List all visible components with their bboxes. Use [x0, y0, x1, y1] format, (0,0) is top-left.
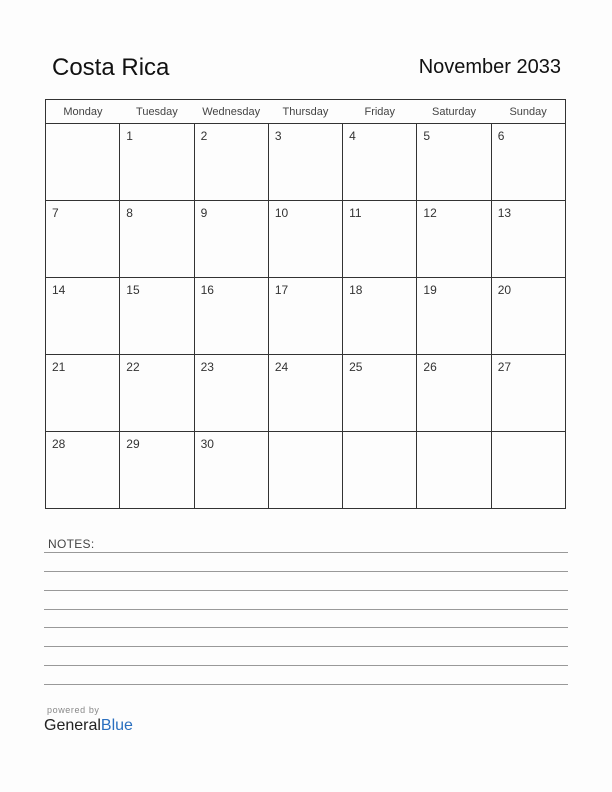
- day-number: 23: [200, 360, 214, 374]
- day-number: [343, 432, 416, 437]
- day-number: 29: [126, 437, 140, 451]
- day-cell: [46, 278, 120, 355]
- day-number: 25: [349, 360, 363, 374]
- day-number: 24: [274, 360, 289, 374]
- day-number: 2: [200, 129, 208, 143]
- country-title: Costa Rica: [52, 54, 170, 81]
- day-cell: [417, 355, 491, 432]
- day-number: 14: [52, 283, 66, 297]
- calendar-grid: [45, 99, 566, 509]
- week-row: [46, 355, 566, 432]
- day-cell: [268, 124, 342, 201]
- day-cell: [491, 432, 565, 509]
- logo-blue-text: Blue: [100, 717, 133, 734]
- note-line: [44, 646, 568, 647]
- day-number: 1: [126, 129, 133, 143]
- day-number: 7: [52, 206, 59, 220]
- day-cell: [343, 355, 417, 432]
- note-line: [44, 665, 568, 666]
- generalblue-logo: [44, 717, 133, 735]
- day-cell: [417, 124, 491, 201]
- weekday-friday: Friday: [343, 100, 417, 124]
- day-cell: [194, 278, 268, 355]
- day-number: 28: [52, 437, 66, 451]
- day-number: 4: [349, 129, 356, 143]
- day-number: 8: [126, 206, 133, 220]
- weekday-wednesday: Wednesday: [194, 100, 268, 124]
- day-number: 6: [497, 129, 505, 143]
- day-number: 10: [274, 206, 289, 220]
- day-cell: [491, 278, 565, 355]
- logo-general-text: General: [44, 717, 101, 734]
- day-cell: [194, 355, 268, 432]
- week-row: [46, 124, 566, 201]
- day-number: [417, 432, 490, 437]
- day-cell: [343, 278, 417, 355]
- day-number: 22: [126, 360, 140, 374]
- day-cell: [268, 355, 342, 432]
- day-cell: [120, 124, 194, 201]
- notes-label: NOTES:: [48, 537, 95, 551]
- day-number: 16: [200, 283, 214, 297]
- note-line: [44, 590, 568, 591]
- day-number: [492, 432, 565, 437]
- day-number: 21: [52, 360, 66, 374]
- week-row: [46, 201, 566, 278]
- day-cell: [343, 201, 417, 278]
- day-cell: [194, 124, 268, 201]
- month-title: November 2033: [418, 56, 561, 78]
- day-cell: [491, 201, 565, 278]
- day-cell: [417, 432, 491, 509]
- day-number: 9: [200, 206, 208, 220]
- weekday-saturday: Saturday: [417, 100, 491, 124]
- day-cell: [120, 201, 194, 278]
- note-line: [44, 609, 568, 610]
- weekday-sunday: Sunday: [491, 100, 565, 124]
- day-number: [269, 432, 342, 437]
- day-number: 15: [126, 283, 140, 297]
- day-cell: [268, 432, 342, 509]
- day-cell: [46, 201, 120, 278]
- day-cell: [46, 432, 120, 509]
- note-line: [44, 552, 568, 553]
- note-line: [44, 684, 568, 685]
- weekday-thursday: Thursday: [268, 100, 342, 124]
- day-cell: [194, 432, 268, 509]
- day-cell: [46, 355, 120, 432]
- week-row: [46, 432, 566, 509]
- weekday-tuesday: Tuesday: [120, 100, 194, 124]
- day-number: 30: [200, 437, 214, 451]
- weekday-monday: Monday: [46, 100, 120, 124]
- day-number: 20: [497, 283, 512, 297]
- day-cell: [417, 201, 491, 278]
- day-cell: [120, 278, 194, 355]
- day-cell: [120, 355, 194, 432]
- day-cell: [343, 432, 417, 509]
- powered-by-text: powered by: [47, 705, 100, 715]
- day-number: 19: [423, 283, 437, 297]
- day-cell: [268, 201, 342, 278]
- day-number: 5: [423, 129, 431, 143]
- day-cell: [417, 278, 491, 355]
- weekday-header-row: [46, 100, 566, 124]
- day-cell: [268, 278, 342, 355]
- day-number: 18: [349, 283, 363, 297]
- day-cell: [491, 124, 565, 201]
- day-number: 27: [497, 360, 512, 374]
- day-number: 17: [274, 283, 289, 297]
- day-cell: [491, 355, 565, 432]
- day-number: 26: [423, 360, 437, 374]
- day-number: [46, 124, 119, 129]
- day-cell: [194, 201, 268, 278]
- day-cell: [46, 124, 120, 201]
- day-cell: [343, 124, 417, 201]
- day-number: 13: [497, 206, 512, 220]
- note-line: [44, 627, 568, 628]
- day-number: 12: [423, 206, 437, 220]
- day-number: 11: [349, 206, 362, 220]
- day-cell: [120, 432, 194, 509]
- day-number: 3: [274, 129, 282, 143]
- week-row: [46, 278, 566, 355]
- note-line: [44, 571, 568, 572]
